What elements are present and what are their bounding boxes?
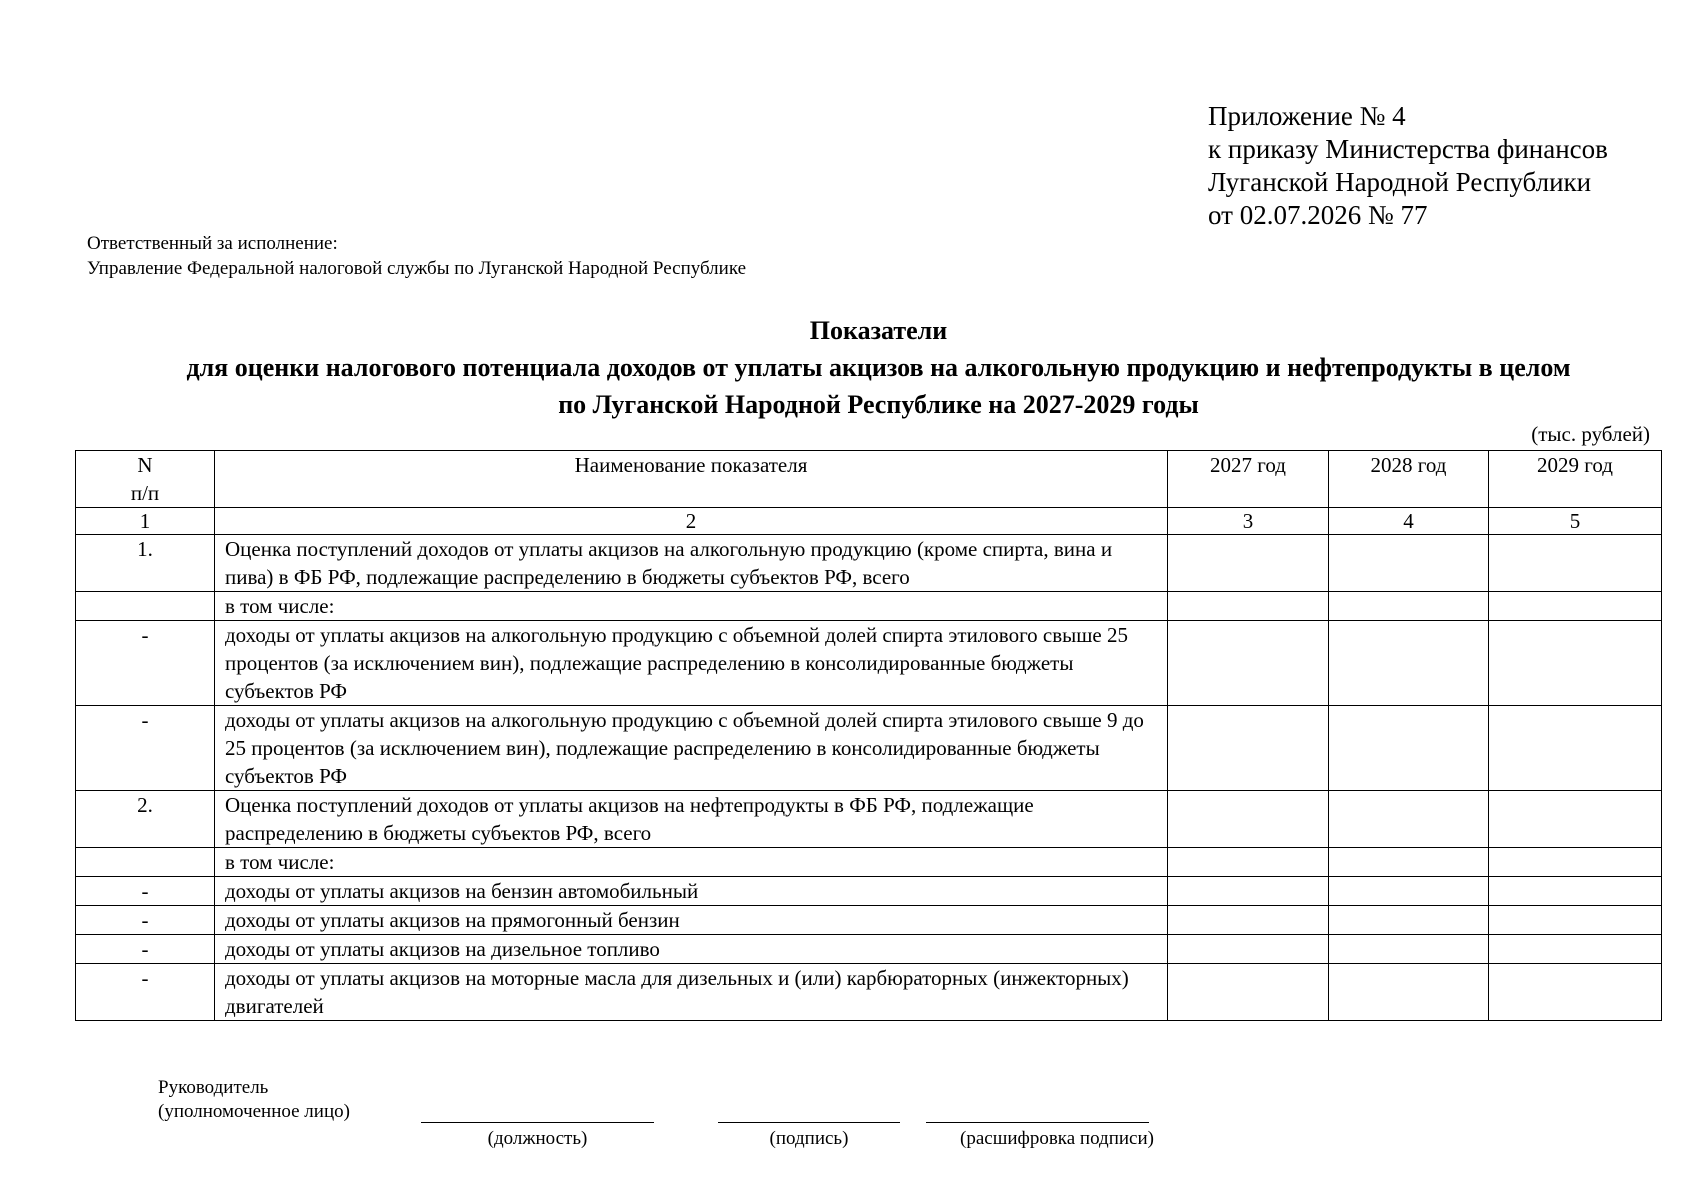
row-value-2027: [1168, 706, 1329, 791]
responsible-block: [87, 231, 746, 281]
row-value-2029: [1489, 848, 1662, 877]
row-number: [76, 848, 215, 877]
row-value-2029: [1489, 535, 1662, 592]
header-2029: 2029 год: [1489, 451, 1662, 508]
row-value-2028: [1329, 935, 1489, 964]
row-number: -: [76, 621, 215, 706]
header-2027: 2027 год: [1168, 451, 1329, 508]
row-value-2027: [1168, 848, 1329, 877]
signature-block: [158, 1076, 1358, 1156]
table-header-row: [76, 451, 1662, 508]
row-value-2029: [1489, 906, 1662, 935]
row-number: [76, 592, 215, 621]
title-line-1: Показатели: [809, 316, 948, 345]
row-value-2028: [1329, 592, 1489, 621]
indicators-table: [75, 450, 1662, 1021]
row-indicator-name: доходы от уплаты акцизов на моторные масла для дизельных и (или) карбюраторных (инжекторных) двигателей: [215, 964, 1168, 1021]
row-indicator-name: в том числе:: [215, 848, 1168, 877]
table-row: [76, 935, 1662, 964]
row-value-2029: [1489, 706, 1662, 791]
decoding-line: [926, 1122, 1149, 1123]
responsible-label: Ответственный за исполнение:: [87, 233, 338, 254]
row-value-2027: [1168, 621, 1329, 706]
table-row: [76, 791, 1662, 848]
table-row: [76, 592, 1662, 621]
column-number: 1: [76, 508, 215, 535]
row-value-2029: [1489, 592, 1662, 621]
decoding-caption: (расшифровка подписи): [960, 1128, 1154, 1149]
row-indicator-name: доходы от уплаты акцизов на алкогольную продукцию с объемной долей спирта этилового свыше 9 до 25 процентов (за исключением вин), подлежащие распределению в консолидированные бюджеты субъектов РФ: [215, 706, 1168, 791]
row-value-2027: [1168, 964, 1329, 1021]
row-number: -: [76, 964, 215, 1021]
row-value-2027: [1168, 877, 1329, 906]
row-value-2028: [1329, 877, 1489, 906]
row-value-2027: [1168, 906, 1329, 935]
row-indicator-name: доходы от уплаты акцизов на бензин автомобильный: [215, 877, 1168, 906]
column-number: 3: [1168, 508, 1329, 535]
row-value-2029: [1489, 877, 1662, 906]
appendix-line-3: Луганской Народной Республики: [1208, 167, 1592, 197]
position-line: [421, 1122, 654, 1123]
responsible-value: Управление Федеральной налоговой службы по Луганской Народной Республике: [87, 258, 747, 279]
signature-label: [158, 1076, 350, 1124]
title-line-3: по Луганской Народной Республике на 2027-2029 годы: [558, 390, 1199, 419]
column-numbers-row: [76, 508, 1662, 535]
appendix-line-2: к приказу Министерства финансов: [1208, 134, 1608, 164]
row-indicator-name: доходы от уплаты акцизов на алкогольную продукцию с объемной долей спирта этилового свыше 25 процентов (за исключением вин), подлежащие распределению в консолидированные бюджеты субъектов РФ: [215, 621, 1168, 706]
row-number: -: [76, 935, 215, 964]
row-number: -: [76, 906, 215, 935]
header-2028: 2028 год: [1329, 451, 1489, 508]
row-value-2029: [1489, 791, 1662, 848]
row-value-2029: [1489, 935, 1662, 964]
row-value-2028: [1329, 791, 1489, 848]
row-number: -: [76, 706, 215, 791]
row-number: 1.: [76, 535, 215, 592]
table-row: [76, 964, 1662, 1021]
row-number: 2.: [76, 791, 215, 848]
units-label: (тыс. рублей): [1531, 422, 1650, 446]
row-value-2027: [1168, 592, 1329, 621]
header-number: N п/п: [76, 451, 215, 508]
signature-label-line-1: Руководитель: [158, 1077, 269, 1098]
title-line-2: для оценки налогового потенциала доходов от уплаты акцизов на алкогольную продукцию и нефтепродукты в целом: [186, 353, 1571, 382]
row-value-2028: [1329, 706, 1489, 791]
signature-caption: (подпись): [769, 1128, 849, 1149]
row-number: -: [76, 877, 215, 906]
row-value-2028: [1329, 964, 1489, 1021]
table-row: [76, 621, 1662, 706]
appendix-block: [1208, 100, 1608, 232]
column-number: 4: [1329, 508, 1489, 535]
row-indicator-name: доходы от уплаты акцизов на прямогонный бензин: [215, 906, 1168, 935]
table-row: [76, 877, 1662, 906]
row-value-2028: [1329, 535, 1489, 592]
table-row: [76, 848, 1662, 877]
row-indicator-name: в том числе:: [215, 592, 1168, 621]
position-caption: (должность): [487, 1128, 588, 1149]
row-indicator-name: Оценка поступлений доходов от уплаты акцизов на нефтепродукты в ФБ РФ, подлежащие распределению в бюджеты субъектов РФ, всего: [215, 791, 1168, 848]
signature-label-line-2: (уполномоченное лицо): [158, 1101, 350, 1122]
column-number: 2: [215, 508, 1168, 535]
row-value-2029: [1489, 964, 1662, 1021]
document-title: [80, 312, 1677, 423]
header-indicator-name: Наименование показателя: [215, 451, 1168, 508]
row-value-2028: [1329, 848, 1489, 877]
row-value-2029: [1489, 621, 1662, 706]
appendix-line-4: от 02.07.2026 № 77: [1208, 200, 1428, 230]
row-value-2027: [1168, 935, 1329, 964]
table-row: [76, 706, 1662, 791]
appendix-line-1: Приложение № 4: [1208, 101, 1406, 131]
table-row: [76, 535, 1662, 592]
row-value-2028: [1329, 906, 1489, 935]
column-number: 5: [1489, 508, 1662, 535]
row-value-2027: [1168, 791, 1329, 848]
row-indicator-name: Оценка поступлений доходов от уплаты акцизов на алкогольную продукцию (кроме спирта, вина и пива) в ФБ РФ, подлежащие распределению в бюджеты субъектов РФ, всего: [215, 535, 1168, 592]
row-value-2027: [1168, 535, 1329, 592]
signature-line: [718, 1122, 900, 1123]
row-indicator-name: доходы от уплаты акцизов на дизельное топливо: [215, 935, 1168, 964]
row-value-2028: [1329, 621, 1489, 706]
table-row: [76, 906, 1662, 935]
